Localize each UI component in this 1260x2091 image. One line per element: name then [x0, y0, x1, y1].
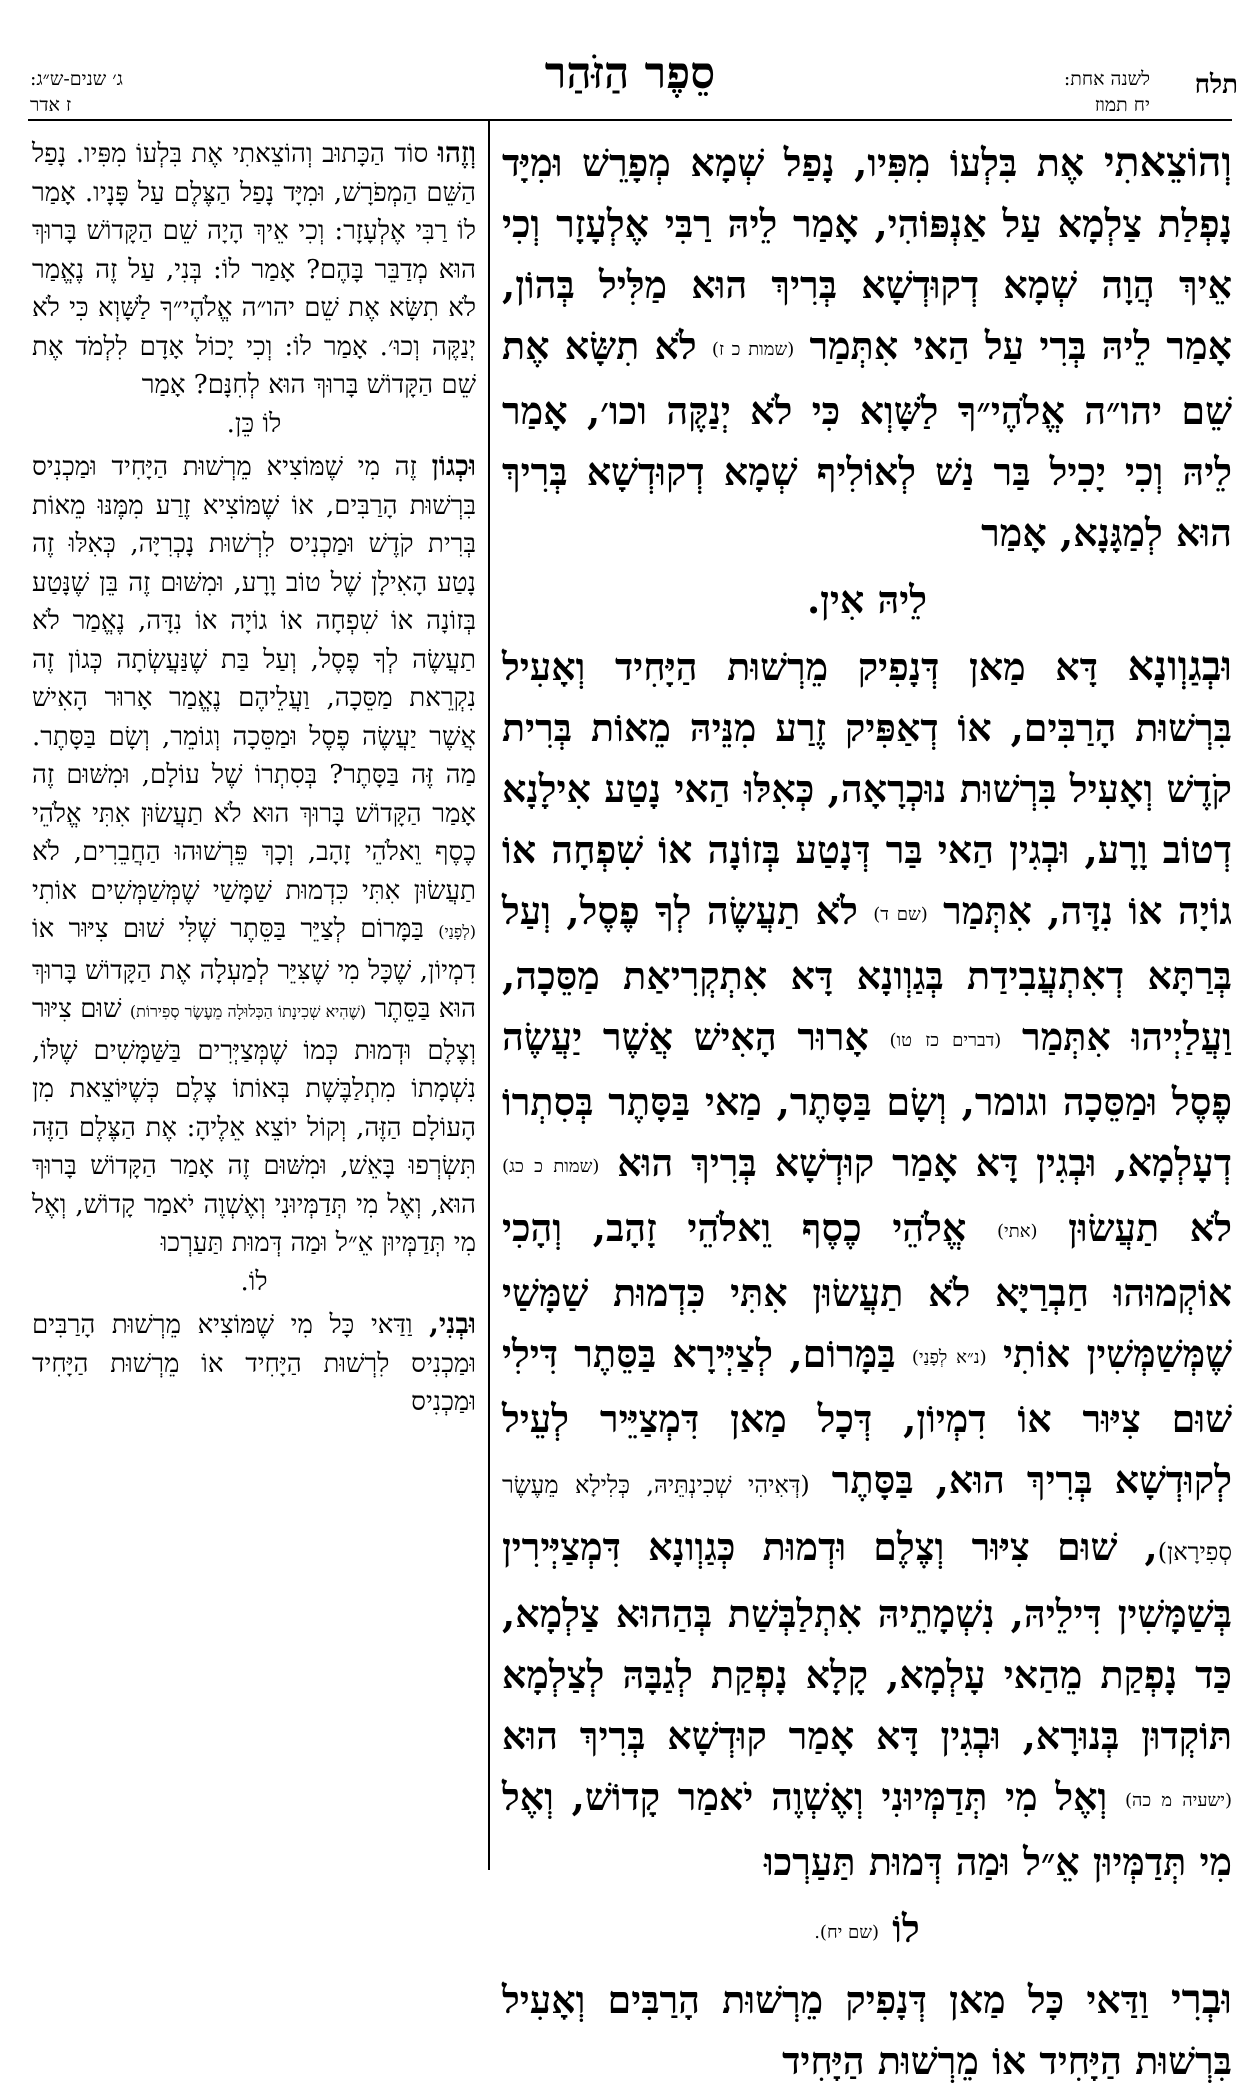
schedule-label-one-year: לשנה אחת: — [1063, 68, 1150, 90]
paragraph-text: בַּמָּרוֹם, לְצַיְּירָא בַּסֵּתֶר דִּילִי שׁוּם צִיּוּר אוֹ דִמְיוֹן, דְּכָל מַאן דִּמְצַיֵּיר לְעֵיל לְקוּדְשָׁא בְּרִיךְ הוּא, בַּסָּתֶר — [502, 1331, 1233, 1502]
gloss-parenthetical: (שֶׁהִיא שְׁכִינָתוֹ הַכְּלוּלָה מֵעֶשֶׂר סְפִירוֹת) — [129, 1002, 367, 1021]
aramaic-paragraph-1-end: לֵיהּ אִין. — [806, 577, 928, 622]
paragraph-text: וְאֶל מִי תְּדַמְּיוּנִי וְאֶשְׁוֶה יֹאמַר קָדוֹשׁ, וְאֶל מִי תְּדַמְּיוּן אֵ״ל וּמַה דְּמוּת תַּעַרְכוּ — [502, 1774, 1232, 1884]
verse-source: (שמות כ כג) — [502, 1156, 600, 1177]
aramaic-paragraph-2-end — [502, 1898, 1232, 1963]
paragraph-text: לֹא תִשָּׂא אֶת שֵׁם יהו״ה אֱלֹהֶי״ךָ לַשָּׁוְא כִּי לֹא יְנַקֶּה וכו׳, אָמַר לֵיהּ וְכִי יָכִיל בַּר נַשׁ לְאוֹלִיף שְׁמָא דְקוּדְשָׁא בְּרִיךְ הוּא לְמַגָּנָא, אָמַר — [502, 323, 1232, 555]
paragraph-text: אָרוּר הָאִישׁ אֲשֶׁר יַעֲשֶׂה פֶסֶל וּמַסֵּכָה וגומר, וְשָׂם בַּסָּתֶר, מַאי בַּסָּתֶר בְּסִתְרוֹ דְעָלְמָא, וּבְגִין דָּא אָמַר קוּדְשָׁא בְּרִיךְ הוּא — [502, 1014, 1232, 1185]
aramaic-paragraph-1 — [502, 132, 1232, 563]
paragraph-text: אֶת בִּלְעוֹ מִפִּיו, נָפַל שְׁמָא מְפָרֵשׁ וּמִיָּד נָפְלַת צַלְמָא עַל אַנְפּוֹהִי, אָמַר לֵיהּ רַבִּי אֶלְעָזָר וְכִי אֵיךְ הֲוָה שְׁמָא דְקוּדְשָׁא בְּרִיךְ הוּא מַלִּיל בְּהוֹן, אָמַר לֵיהּ בְּרִי עַל הַאי אִתְּמַר — [502, 140, 1233, 368]
aramaic-paragraph-2 — [502, 636, 1232, 1892]
translation-paragraph-2 — [32, 447, 476, 1301]
paragraph-lead-word: וּכְגוֹן — [431, 449, 476, 482]
column-divider — [488, 120, 490, 1870]
paragraph-text: דָּא מַאן דְּנָפִיק מֵרְשׁוּת הַיָּחִיד וְאָעִיל בִּרְשׁוּת הָרַבִּים, אוֹ דְאַפִּיק זֶרַע מִנֵּיהּ מֵאוֹת בְּרִית קֹדֶשׁ וְאָעִיל בִּרְשׁוּת נוּכְרָאָה, כְּאִלּוּ הַאי נָטַע אִילָנָא דְטוֹב וָרָע, וּבְגִין הַאי בַּר דְּנָטַע בְּזוֹנָה אוֹ שִׁפְחָה אוֹ גוֹיָה אוֹ נִדָּה, אִתְּמַר — [502, 644, 1232, 933]
paragraph-text: שׁוּם צִיּוּר וְצֶלֶם וּדְמוּת כְּמוֹ שֶׁמְּצַיְּרִים בַּשַּׁמָּשִׁים שֶׁלּוֹ, נִשְׁמָתוֹ מִתְלַבֶּשֶׁת בְּאוֹתוֹ צֶלֶם כְּשֶׁיּוֹצֵאת מִן הָעוֹלָם הַזֶּה, וְקוֹל יוֹצֵא אֵלֶיהָ: אֶת הַצֶּלֶם הַזֶּה תִּשְׂרְפוּ בָּאֵשׁ, וּמִשּׁוּם זֶה אָמַר הַקָּדוֹשׁ בָּרוּךְ הוּא, וְאֶל מִי תְּדַמְּיוּנִי וְאֶשְׁוֶה יֹאמַר קָדוֹשׁ, וְאֶל מִי תְּדַמְּיוּן אֵ״ל וּמַה דְּמוּת תַּעַרְכוּ — [32, 994, 476, 1258]
book-title: סֵפֶר הַזֹּהַר — [544, 48, 716, 99]
verse-source: (דברים כז טו) — [889, 1030, 1002, 1051]
page-header — [0, 0, 1260, 118]
schedule-label-three-years: ג׳ שנים-ש״ג: — [30, 68, 123, 90]
paragraph-text: לֹא תַעֲשֶׂה לְךָ פֶסֶל, וְעַל בְּרַתָּא דְאִתְעֲבִידַת בְּגַוְונָא דָּא אִתְקְרִיאַת מַסֵּכָה, וַעֲלַיְיהוּ אִתְּמַר — [502, 888, 1232, 1059]
paragraph-lead-word: וּבְנִי, — [429, 1307, 476, 1340]
paragraph-lead-word: וּבְרִי — [1170, 1975, 1232, 2023]
schedule-date-one-year: יח תמוז — [1094, 94, 1150, 116]
paragraph-text: בַּמָּרוֹם לְצַיֵּר בַּסֵּתֶר שֶׁלִּי שׁוּם צִיּוּר אוֹ דִמְיוֹן, שֶׁכָּל מִי שֶׁצִּיֵּר לְמַעְלָה אֶת הַקָּדוֹשׁ בָּרוּךְ הוּא בַּסֵּתֶר — [32, 914, 476, 1024]
aramaic-text-column — [502, 132, 1233, 2083]
paragraph-text: וַדַּאי כָּל מַאן דְּנָפִיק מֵרְשׁוּת הָרַבִּים וְאָעִיל בִּרְשׁוּת הַיָּחִיד אוֹ מֵרְשׁוּת הַיָּחִיד — [502, 1977, 1232, 2083]
paragraph-end: לוֹ. — [240, 1266, 268, 1297]
verse-source: (שמות כ ז) — [711, 339, 795, 360]
paragraph-text: וַדַּאי כָּל מִי שֶׁמּוֹצִיא מֵרְשׁוּת הָרַבִּים וּמַכְנִיס לִרְשׁוּת הַיָּחִיד אוֹ מֵרְשׁוּת הַיָּחִיד וּמַכְנִיס — [32, 1310, 476, 1417]
paragraph-end-word: לוֹ — [892, 1906, 920, 1951]
page-number: תלח — [1194, 70, 1238, 100]
paragraph-lead-word: וְזֶהוּ — [437, 136, 476, 169]
paragraph-lead-word: וּבְגַוְונָא — [1127, 642, 1232, 690]
daily-schedule-three-years — [30, 66, 123, 118]
paragraph-text: זֶה מִי שֶׁמּוֹצִיא מֵרְשׁוּת הַיָּחִיד וּמַכְנִיס בִּרְשׁוּת הָרַבִּים, אוֹ שֶׁמּוֹצִיא זֶרַע מִמֶּנּוּ מֵאוֹת בְּרִית קֹדֶשׁ וּמַכְנִיס לִרְשׁוּת נָכְרִיָּה, כְּאִלּוּ זֶה נָטַע הָאִילָן שֶׁל טוֹב וָרָע, וּמִשּׁוּם זֶה בֵּן שֶׁנָּטַע בְּזוֹנָה אוֹ שִׁפְחָה אוֹ גוֹיָה אוֹ נִדָּה, נֶאֱמַר לֹא תַעֲשֶׂה לְךָ פֶסֶל, וְעַל בַּת שֶׁנַּעֲשְׂתָה כְּגוֹן זֶה נִקְרֵאת מַסֵּכָה, וַעֲלֵיהֶם נֶאֱמַר אָרוּר הָאִישׁ אֲשֶׁר יַעֲשֶׂה פֶסֶל וּמַסֵּכָה וְגוֹמֵר, וְשָׂם בַּסָּתֶר. מַה זֶּה בַּסָּתֶר? בְּסִתְרוֹ שֶׁל עוֹלָם, וּמִשּׁוּם זֶה אָמַר הַקָּדוֹשׁ בָּרוּךְ הוּא לֹא תַעֲשׂוּן אִתִּי אֱלֹהֵי כֶסֶף וֵאלֹהֵי זָהָב, וְכָךְ פֵּרְשׁוּהוּ הַחֲבֵרִים, לֹא תַעֲשׂוּן אִתִּי כִּדְמוּת שַׁמָּשַׁי שֶׁמְּשַׁמְּשִׁים אוֹתִי — [32, 452, 476, 906]
paragraph-text: , שׁוּם צִיּוּר וְצֶלֶם וּדְמוּת כְּגַוְונָא דִּמְצַיְּירִין בְּשַׁמָּשִׁין דִּילֵיהּ, נִשְׁמָתֵיהּ אִתְלַבְּשַׁת בְּהַהוּא צַלְמָא, כַּד נָפְקַת מֵהַאי עָלְמָא, קָלָא נָפְקַת לְגַבָּהּ לְצַלְמָא תּוֹקְדוּן בְּנוּרָא, וּבְגִין דָּא אָמַר קוּדְשָׁא בְּרִיךְ הוּא — [502, 1524, 1232, 1758]
paragraph-end: לוֹ כֵּן. — [226, 408, 282, 439]
aramaic-paragraph-3 — [502, 1969, 1232, 2091]
schedule-date-three-years: ז אדר — [30, 94, 72, 116]
translation-paragraph-1 — [32, 134, 476, 443]
translation-paragraph-3 — [32, 1305, 476, 1422]
gloss-parenthetical: (דְּאִיהִי שְׁכִינְתֵּיהּ, כְּלִילָא מֵעֶשֶׂר סְפִירָאן) — [502, 1471, 1232, 1566]
verse-source: (אתי) — [996, 1221, 1038, 1242]
paragraph-text: סוֹד הַכָּתוּב וְהוֹצֵאתִי אֶת בִּלְעוֹ מִפִּיו. נָפַל הַשֵּׁם הַמְפֹרָשׁ, וּמִיָּד נָפַל הַצֶּלֶם עַל פָּנָיו. אָמַר לוֹ רַבִּי אֶלְעָזָר: וְכִי אֵיךְ הָיָה שֵׁם הַקָּדוֹשׁ בָּרוּךְ הוּא מְדַבֵּר בָּהֶם? אָמַר לוֹ: בְּנִי, עַל זֶה נֶאֱמַר לֹא תִשָּׂא אֶת שֵׁם יהו״ה אֱלֹהֶי״ךָ לַשָּׁוְא כִּי לֹא יְנַקֶּה וְכוּ׳. אָמַר לוֹ: וְכִי יָכוֹל אָדָם לִלְמֹד אֶת שֵׁם הַקָּדוֹשׁ בָּרוּךְ הוּא לְחִנָּם? אָמַר — [32, 139, 476, 400]
verse-source: (ישעיה מ כה) — [1124, 1790, 1232, 1811]
paragraph-lead-word: וְהוֹצֵאתִי — [1103, 138, 1232, 186]
paragraph-text: אֱלֹהֵי כֶסֶף וֵאלֹהֵי זָהָב, וְהָכִי אוֹקְמוּהוּ חַבְרַיָּא לֹא תַעֲשׂוּן אִתִּי כִּדְמוּת שַׁמָּשַׁי שֶׁמְּשַׁמְּשִׁין אוֹתִי — [502, 1205, 1232, 1376]
alt-reading: (נ״א לְפָנַי) — [911, 1347, 987, 1368]
header-rule — [28, 119, 1232, 121]
verse-source: (שם יח). — [814, 1922, 880, 1943]
hebrew-translation-column — [32, 134, 476, 1879]
paragraph-text: לֹא תַעֲשׂוּן — [1037, 1205, 1232, 1250]
alt-reading: (לְפָנַי) — [438, 922, 476, 941]
verse-source: (שם ד) — [873, 904, 928, 925]
